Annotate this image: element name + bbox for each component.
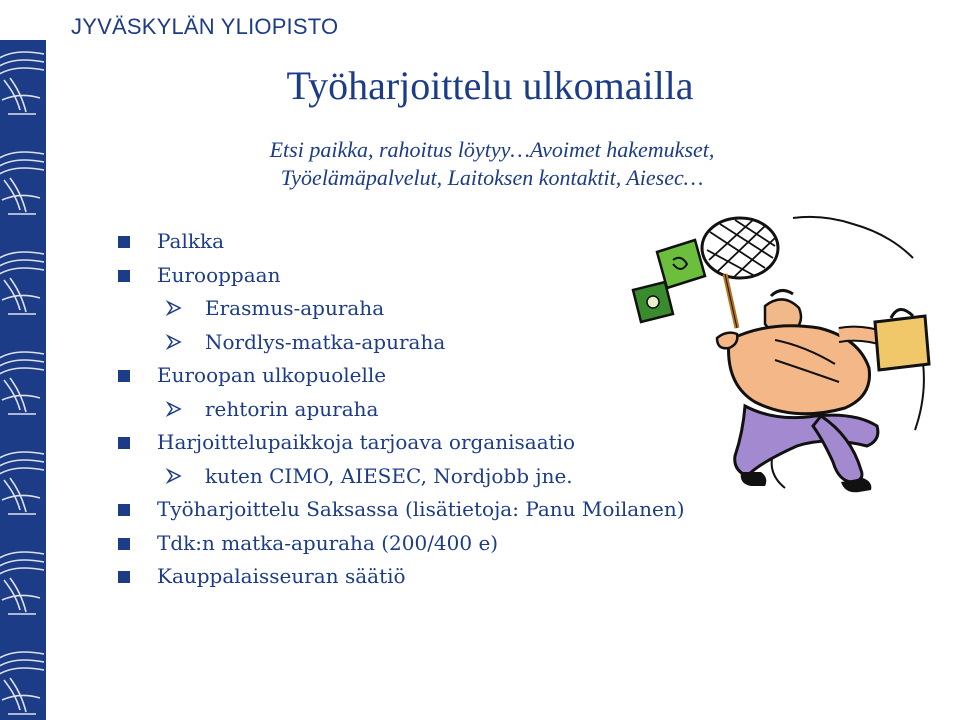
list-item bbox=[118, 394, 685, 428]
list-item bbox=[118, 494, 685, 528]
list-item bbox=[118, 427, 685, 461]
bullet-text: Harjoittelupaikkoja tarjoava organisaatio bbox=[157, 430, 576, 454]
square-bullet-icon bbox=[118, 270, 130, 282]
bullet-text: Työharjoittelu Saksassa (lisätietoja: Panu Moilanen) bbox=[157, 497, 685, 521]
list-item bbox=[118, 461, 685, 495]
running-man-icon bbox=[717, 290, 885, 492]
list-item bbox=[118, 528, 685, 562]
bullet-text: Erasmus-apuraha bbox=[205, 296, 385, 320]
university-name: JYVÄSKYLÄN YLIOPISTO bbox=[71, 14, 339, 39]
bullet-text: Kauppalaisseuran säätiö bbox=[157, 564, 406, 588]
square-bullet-icon bbox=[118, 571, 130, 583]
bullet-text: kuten CIMO, AIESEC, Nordjobb jne. bbox=[205, 463, 573, 488]
list-item bbox=[118, 360, 685, 394]
square-bullet-icon bbox=[118, 504, 130, 516]
banknote-icon bbox=[657, 240, 705, 288]
bullet-text: Eurooppaan bbox=[157, 262, 281, 287]
man-chasing-money-illustration bbox=[625, 210, 955, 510]
subtitle-line: Etsi paikka, rahoitus löytyy…Avoimet hakemukset, bbox=[269, 137, 715, 162]
briefcase-icon bbox=[875, 309, 929, 370]
slide-title: Työharjoittelu ulkomailla bbox=[286, 63, 694, 108]
arrow-bullet-icon bbox=[166, 300, 182, 316]
bullet-text: Nordlys-matka-apuraha bbox=[205, 329, 446, 354]
bullet-text: rehtorin apuraha bbox=[205, 396, 379, 421]
square-bullet-icon bbox=[118, 538, 130, 550]
list-item bbox=[118, 293, 685, 327]
square-bullet-icon bbox=[118, 370, 130, 382]
bullet-text: Palkka bbox=[157, 229, 225, 253]
bullet-text: Euroopan ulkopuolelle bbox=[157, 363, 387, 387]
arrow-bullet-icon bbox=[166, 468, 182, 484]
list-item bbox=[118, 226, 685, 260]
square-bullet-icon bbox=[118, 236, 130, 248]
arrow-bullet-icon bbox=[166, 334, 182, 350]
subtitle-line: Työelämäpalvelut, Laitoksen kontaktit, Aiesec… bbox=[280, 165, 704, 190]
list-item bbox=[118, 260, 685, 294]
list-item bbox=[118, 561, 685, 595]
list-item bbox=[118, 327, 685, 361]
slide-subtitle bbox=[0, 136, 960, 192]
bullet-text: Tdk:n matka-apuraha (200/400 e) bbox=[157, 530, 499, 555]
bullet-list bbox=[118, 226, 685, 595]
arrow-bullet-icon bbox=[166, 401, 182, 417]
square-bullet-icon bbox=[118, 437, 130, 449]
